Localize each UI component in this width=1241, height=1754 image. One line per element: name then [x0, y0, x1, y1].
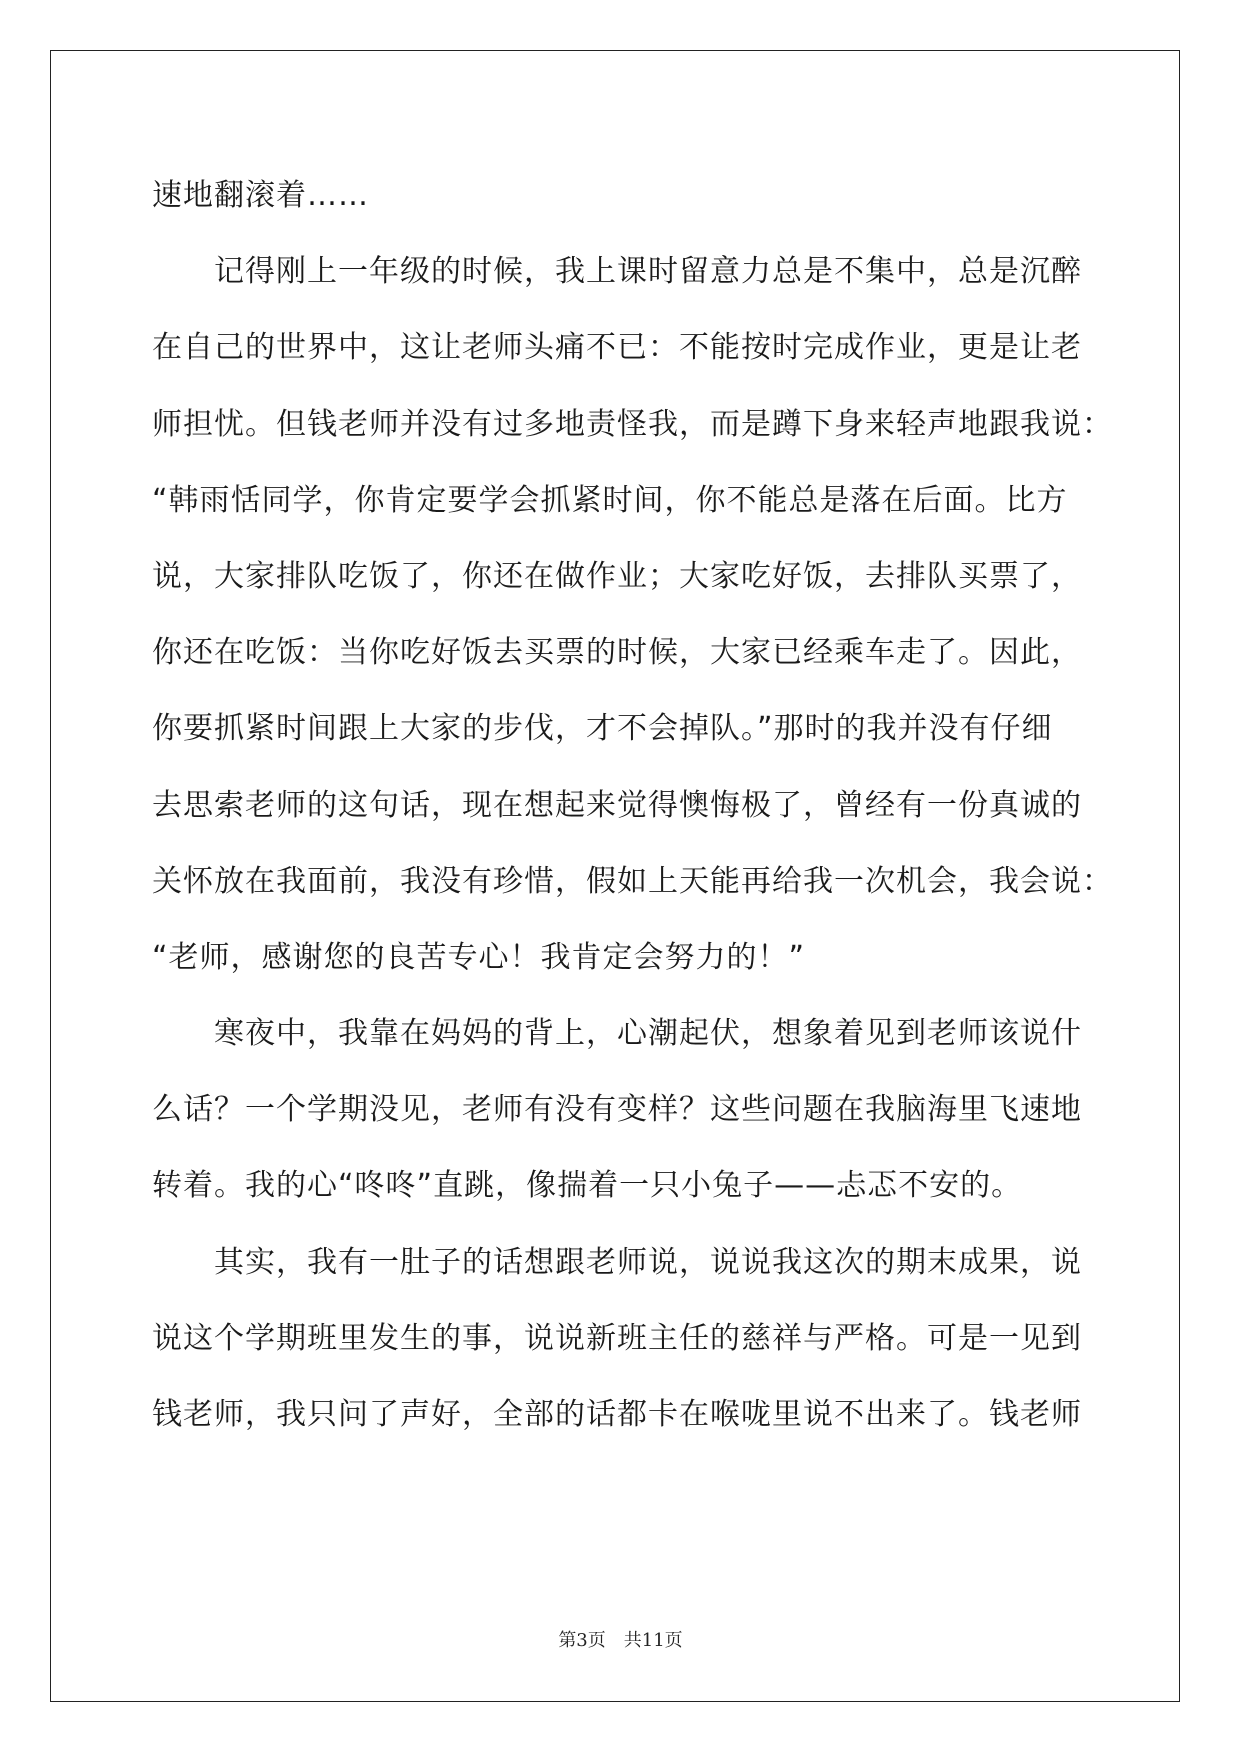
text-line: 去思索老师的这句话，现在想起来觉得懊悔极了，曾经有一份真诚的	[152, 787, 1082, 823]
text-line: 记得刚上一年级的时候，我上课时留意力总是不集中，总是沉醉	[214, 254, 1082, 290]
text-line: 速地翻滚着……	[152, 178, 369, 213]
text-line: 钱老师，我只问了声好，全部的话都卡在喉咙里说不出来了。钱老师	[152, 1397, 1082, 1432]
page-number: 第3页	[558, 1630, 606, 1651]
text-line: 么话？一个学期没见，老师有没有变样？这些问题在我脑海里飞速地	[152, 1092, 1082, 1128]
document-body	[152, 158, 1113, 1453]
text-line: 师担忧。但钱老师并没有过多地责怪我，而是蹲下身来轻声地跟我说：	[152, 406, 1113, 442]
text-line: 说，大家排队吃饭了，你还在做作业；大家吃好饭，去排队买票了，	[152, 558, 1082, 594]
text-line: 说这个学期班里发生的事，说说新班主任的慈祥与严格。可是一见到	[152, 1320, 1082, 1356]
text-line: 关怀放在我面前，我没有珍惜，假如上天能再给我一次机会，我会说：	[152, 863, 1113, 899]
page-total: 共11页	[623, 1630, 683, 1651]
text-line: 你还在吃饭：当你吃好饭去买票的时候，大家已经乘车走了。因此，	[152, 635, 1082, 671]
text-line: “老师，感谢您的良苦专心！我肯定会努力的！”	[152, 939, 806, 975]
page-footer	[0, 1626, 1241, 1652]
text-line: “韩雨恬同学，你肯定要学会抓紧时间，你不能总是落在后面。比方	[152, 482, 1068, 518]
text-line: 你要抓紧时间跟上大家的步伐，才不会掉队。”那时的我并没有仔细	[152, 711, 1053, 747]
text-line: 寒夜中，我靠在妈妈的背上，心潮起伏，想象着见到老师该说什	[214, 1016, 1082, 1052]
text-line: 其实，我有一肚子的话想跟老师说，说说我这次的期末成果，说	[214, 1244, 1082, 1280]
text-line: 在自己的世界中，这让老师头痛不已：不能按时完成作业，更是让老	[152, 330, 1082, 366]
text-line: 转着。我的心“咚咚”直跳，像揣着一只小兔子——忐忑不安的。	[152, 1168, 1023, 1204]
